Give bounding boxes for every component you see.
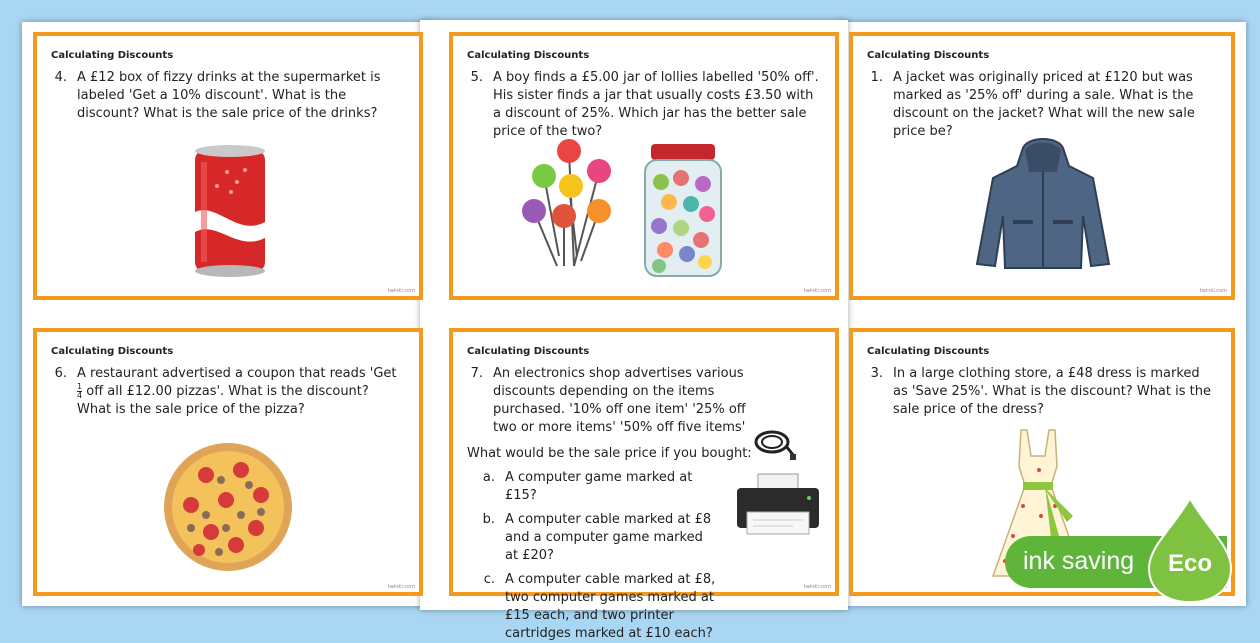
sub-question <box>467 511 717 565</box>
question-text-start: A restaurant advertised a coupon that reads 'Get <box>77 366 397 381</box>
card-footer: twinkl.com <box>803 584 831 590</box>
soda-can-icon <box>187 142 273 278</box>
fraction <box>77 383 82 400</box>
card-title: Calculating Discounts <box>51 346 174 357</box>
sub-letter: c. <box>483 572 495 587</box>
question-text: An electronics shop advertises various discounts depending on the items purchased. '10% off one item' '25% off two or more items' '50% off five items' <box>493 366 746 435</box>
sub-text: A computer game marked at £15? <box>505 470 693 503</box>
question-number: 4. <box>54 70 67 85</box>
question-text <box>77 365 403 419</box>
ink-saving-label: ink saving <box>1023 547 1135 575</box>
jacket-icon <box>973 136 1113 276</box>
fraction-denominator: 4 <box>77 391 83 400</box>
question <box>867 69 1215 141</box>
card-footer: twinkl.com <box>387 584 415 590</box>
eco-leaf-icon <box>1145 496 1235 606</box>
sub-letter: a. <box>482 470 495 485</box>
card-title: Calculating Discounts <box>467 346 590 357</box>
question-text: A jacket was originally priced at £120 but was marked as '25% off' during a sale. What is the discount on the jacket? What will the new sale price be? <box>893 70 1195 139</box>
question-number: 7. <box>470 366 483 381</box>
card-q5 <box>449 32 839 300</box>
card-title: Calculating Discounts <box>51 50 174 61</box>
card-q1 <box>849 32 1235 300</box>
sub-text: A computer cable marked at £8, two computer games marked at £15 each, and two printer cartridges marked at £10 each? <box>505 572 716 641</box>
question-text: A boy finds a £5.00 jar of lollies labelled '50% off'. His sister finds a jar that usually costs £3.50 with a discount of 25%. Which jar has the better sale price of the two? <box>493 70 819 139</box>
lollipops-icon <box>519 136 619 276</box>
card-title: Calculating Discounts <box>867 50 990 61</box>
sub-question <box>467 571 717 643</box>
question-text-end: off all £12.00 pizzas'. What is the discount? What is the sale price of the pizza? <box>77 384 369 417</box>
eco-label: Eco <box>1167 550 1213 577</box>
card-q7 <box>449 328 839 641</box>
card-footer: twinkl.com <box>1199 288 1227 294</box>
card-q4 <box>33 32 423 300</box>
sweet-jar-icon <box>641 142 725 280</box>
question-number: 6. <box>54 366 67 381</box>
question-number: 5. <box>470 70 483 85</box>
question-number: 1. <box>870 70 883 85</box>
question <box>51 365 403 419</box>
card-title: Calculating Discounts <box>867 346 990 357</box>
question-text: A £12 box of fizzy drinks at the supermarket is labeled 'Get a 10% discount'. What is the discount? What is the sale price of the drinks? <box>77 70 381 121</box>
card-title: Calculating Discounts <box>467 50 590 61</box>
question-prompt: What would be the sale price if you bought: <box>467 446 752 461</box>
question-number: 3. <box>870 366 883 381</box>
question <box>467 69 819 141</box>
question-text: In a large clothing store, a £48 dress is marked as 'Save 25%'. What is the discount? What is the sale price of the dress? <box>893 366 1211 417</box>
sub-letter: b. <box>482 512 495 527</box>
sub-questions <box>467 469 717 643</box>
sub-text: A computer cable marked at £8 and a computer game marked at £20? <box>505 512 712 563</box>
cable-icon <box>748 426 798 462</box>
card-q6 <box>33 328 423 596</box>
question <box>51 69 403 123</box>
question <box>867 365 1215 419</box>
pizza-icon <box>161 440 295 574</box>
card-footer: twinkl.com <box>387 288 415 294</box>
fraction-numerator: 1 <box>77 382 83 391</box>
printer-icon <box>733 472 823 542</box>
card-footer: twinkl.com <box>803 288 831 294</box>
sub-question <box>467 469 717 505</box>
